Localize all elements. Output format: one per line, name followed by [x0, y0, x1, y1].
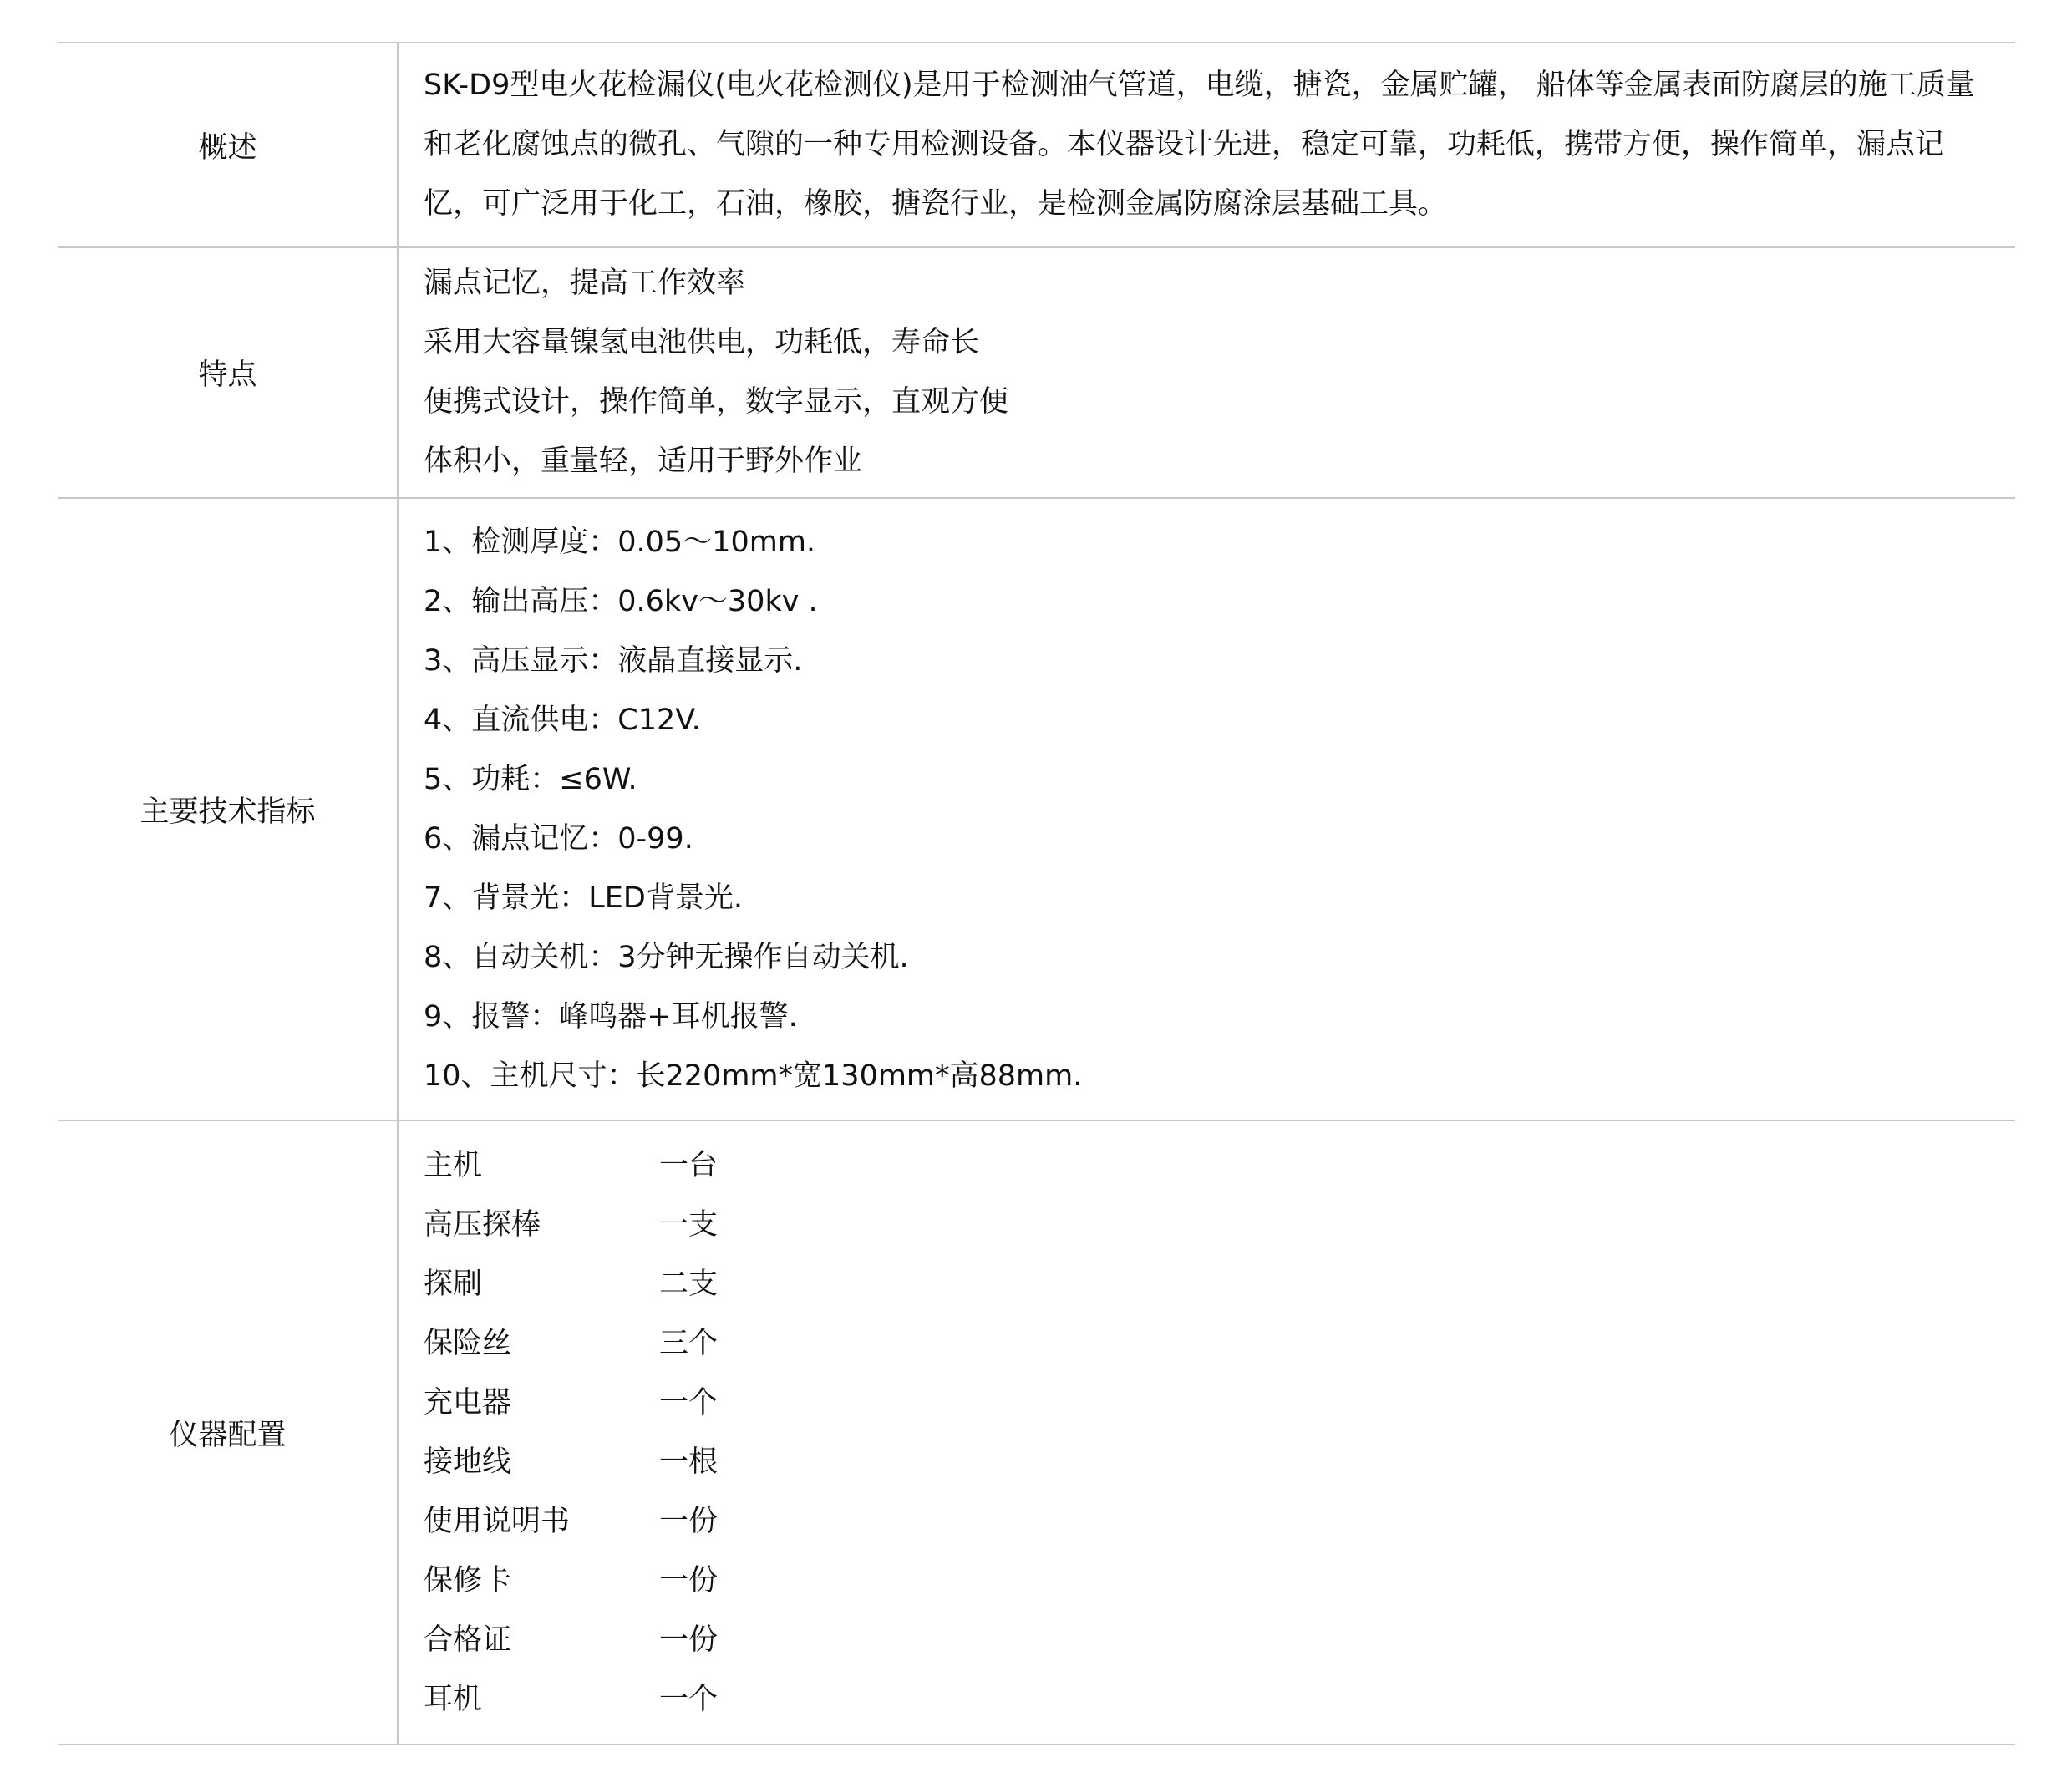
- spec-item: 9、报警：峰鸣器+耳机报警.: [424, 999, 798, 1034]
- specs-content: [398, 498, 2015, 1120]
- spec-item: 3、高压显示：液晶直接显示.: [424, 643, 803, 678]
- features-row: [58, 247, 2015, 498]
- spec-item: 1、检测厚度：0.05～10mm.: [424, 525, 816, 559]
- specs-label: 主要技术指标: [58, 498, 398, 1120]
- config-item: [424, 1374, 1990, 1433]
- features-label: 特点: [58, 247, 398, 498]
- config-item-qty: 一根: [659, 1445, 719, 1479]
- spec-item: 6、漏点记忆：0-99.: [424, 821, 693, 856]
- config-item-qty: 一个: [659, 1385, 719, 1420]
- spec-item: 4、直流供电：C12V.: [424, 703, 701, 737]
- config-item-qty: 一份: [659, 1623, 719, 1657]
- config-item: [424, 1492, 1990, 1552]
- config-item-qty: 一支: [659, 1207, 719, 1242]
- config-content: [398, 1120, 2015, 1745]
- feature-item: 体积小，重量轻，适用于野外作业: [424, 444, 863, 478]
- config-item: [424, 1136, 1990, 1196]
- config-item-name: 使用说明书: [424, 1504, 571, 1538]
- config-item-qty: 二支: [659, 1267, 719, 1301]
- config-item: [424, 1433, 1990, 1492]
- overview-text: SK-D9型电火花检漏仪(电火花检测仪)是用于检测油气管道，电缆，搪瓷，金属贮罐， 船体等金属表面防腐层的施工质量和老化腐蚀点的微孔、气隙的一种专用检测设备。本仪器设计先进，稳定可靠，功耗低，携带方便，操作简单，漏点记忆，可广泛用于化工，石油，橡胶，搪瓷行业，是检测金属防腐涂层基础工具。: [424, 69, 1975, 221]
- config-item: [424, 1255, 1990, 1314]
- spec-item: 5、功耗：≤6W.: [424, 762, 637, 796]
- config-item: [424, 1670, 1990, 1730]
- overview-label: 概述: [58, 43, 398, 247]
- features-content: [398, 247, 2015, 498]
- config-item-qty: 一份: [659, 1504, 719, 1538]
- config-item-name: 合格证: [424, 1623, 512, 1657]
- config-item-qty: 一份: [659, 1563, 719, 1598]
- overview-content: [398, 43, 2015, 247]
- config-item-name: 保险丝: [424, 1326, 512, 1360]
- config-item: [424, 1552, 1990, 1611]
- feature-item: 便携式设计，操作简单，数字显示，直观方便: [424, 385, 1009, 419]
- spec-item: 7、背景光：LED背景光.: [424, 881, 743, 915]
- config-item-qty: 三个: [659, 1326, 719, 1360]
- config-item-qty: 一台: [659, 1148, 719, 1182]
- feature-item: 漏点记忆，提高工作效率: [424, 267, 746, 300]
- specs-row: [58, 498, 2015, 1120]
- spec-table: [58, 42, 2015, 1745]
- config-item-name: 主机: [424, 1148, 483, 1182]
- config-item: [424, 1196, 1990, 1255]
- spec-item: 8、自动关机：3分钟无操作自动关机.: [424, 940, 909, 974]
- config-item-qty: 一个: [659, 1682, 719, 1716]
- config-row: [58, 1120, 2015, 1745]
- spec-item: 10、主机尺寸：长220mm*宽130mm*高88mm.: [424, 1059, 1083, 1093]
- config-label: 仪器配置: [58, 1120, 398, 1745]
- config-item: [424, 1314, 1990, 1374]
- config-item-name: 高压探棒: [424, 1207, 541, 1242]
- config-item-name: 充电器: [424, 1385, 512, 1420]
- config-item-name: 耳机: [424, 1682, 483, 1716]
- config-item-name: 接地线: [424, 1445, 512, 1479]
- config-item-name: 保修卡: [424, 1563, 512, 1598]
- feature-item: 采用大容量镍氢电池供电，功耗低，寿命长: [424, 326, 980, 359]
- overview-row: [58, 43, 2015, 247]
- config-item-name: 探刷: [424, 1267, 483, 1301]
- config-item: [424, 1611, 1990, 1670]
- spec-item: 2、输出高压：0.6kv～30kv .: [424, 584, 818, 618]
